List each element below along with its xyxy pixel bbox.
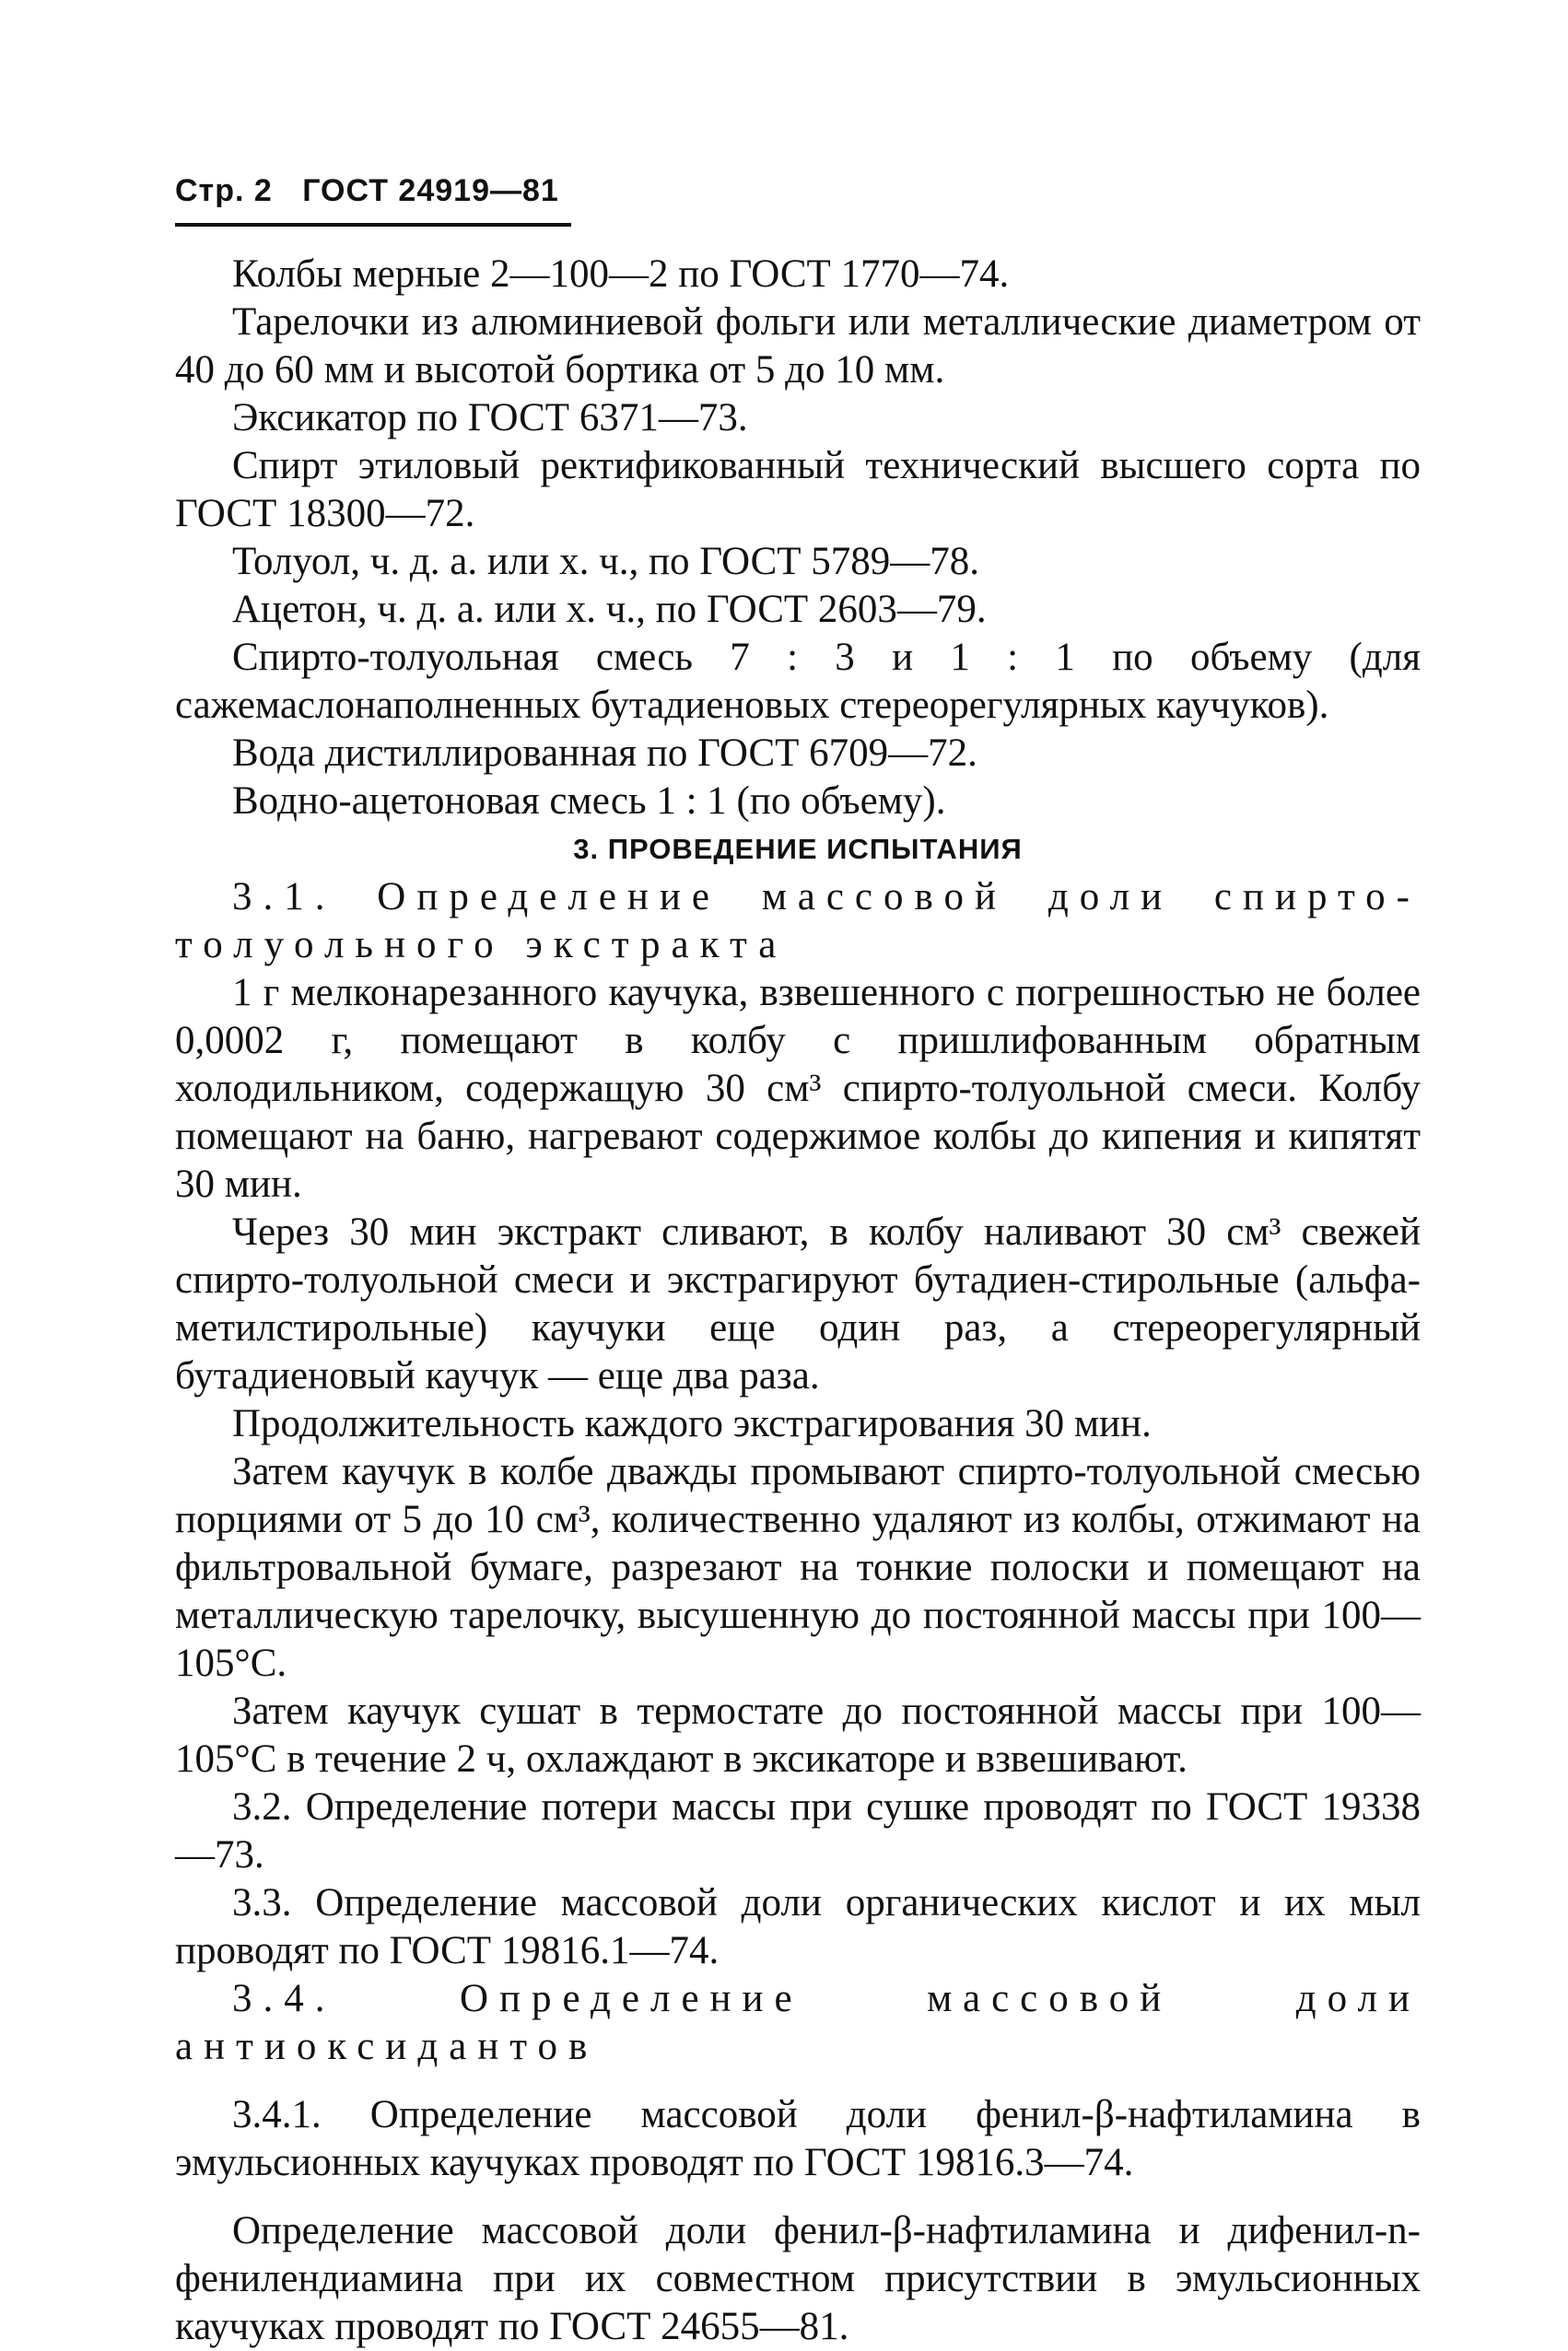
paragraph: Спирт этиловый ректификованный технический высшего сорта по ГОСТ 18300—72. bbox=[175, 444, 1421, 535]
paragraph: Колбы мерные 2—100—2 по ГОСТ 1770—74. bbox=[232, 252, 1010, 296]
paragraph: Через 30 мин экстракт сливают, в колбу наливают 30 см³ свежей спирто-толуольной смеси и экстрагируют бутадиен-стирольные (альфа-метилстирольные) каучуки еще один раз, а стереорегулярный бутадиеновый каучук — еще два раза. bbox=[175, 1211, 1421, 1398]
paragraph: Эксикатор по ГОСТ 6371—73. bbox=[232, 396, 748, 439]
subsection-title: 3.4. Определение массовой доли антиоксидантов bbox=[175, 1977, 1421, 2068]
paragraph: 3.2. Определение потери массы при сушке проводят по ГОСТ 19338—73. bbox=[175, 1785, 1421, 1877]
paragraph: Определение массовой доли фенил-β-нафтиламина и дифенил-n-фенилендиамина при их совместном присутствии в эмульсионных каучуках проводят по ГОСТ 24655—81. bbox=[175, 2209, 1421, 2348]
paragraph: Спирто-толуольная смесь 7 : 3 и 1 : 1 по объему (для сажемаслонаполненных бутадиеновых стереорегулярных каучуков). bbox=[175, 636, 1421, 727]
paragraph: Ацетон, ч. д. а. или х. ч., по ГОСТ 2603—79. bbox=[232, 588, 987, 631]
paragraph: Затем каучук сушат в термостате до постоянной массы при 100—105°С в течение 2 ч, охлаждают в эксикаторе и взвешивают. bbox=[175, 1690, 1421, 1781]
paragraph: Затем каучук в колбе дважды промывают спирто-толуольной смесью порциями от 5 до 10 см³, количественно удаляют из колбы, отжимают на фильтровальной бумаге, разрезают на тонкие полоски и помещают на металлическую тарелочку, высушенную до постоянной массы при 100—105°С. bbox=[175, 1450, 1421, 1685]
paragraph: 3.3. Определение массовой доли органических кислот и их мыл проводят по ГОСТ 19816.1—74. bbox=[175, 1881, 1421, 1972]
page-header bbox=[175, 173, 579, 209]
standard-number: ГОСТ 24919—81 bbox=[302, 173, 559, 208]
document-body bbox=[175, 251, 1421, 2351]
paragraph: Толуол, ч. д. а. или х. ч., по ГОСТ 5789—78. bbox=[232, 540, 980, 583]
paragraph: Водно-ацетоновая смесь 1 : 1 (по объему). bbox=[232, 779, 946, 823]
paragraph: Тарелочки из алюминиевой фольги или металлические диаметром от 40 до 60 мм и высотой бортика от 5 до 10 мм. bbox=[175, 300, 1421, 392]
section-title: 3. ПРОВЕДЕНИЕ ИСПЫТАНИЯ bbox=[573, 833, 1023, 865]
paragraph: Продолжительность каждого экстрагирования 30 мин. bbox=[232, 1402, 1152, 1445]
header-rule bbox=[175, 223, 571, 227]
paragraph: 3.4.1. Определение массовой доли фенил-β-нафтиламина в эмульсионных каучуках проводят по ГОСТ 19816.3—74. bbox=[175, 2093, 1421, 2184]
subsection-title: 3.1. Определение массовой доли спирто-толуольного экстракта bbox=[175, 875, 1421, 966]
page-number: Стр. 2 bbox=[175, 173, 273, 208]
paragraph: Вода дистиллированная по ГОСТ 6709—72. bbox=[232, 731, 977, 775]
paragraph: 1 г мелконарезанного каучука, взвешенного с погрешностью не более 0,0002 г, помещают в колбу с пришлифованным обратным холодильником, содержащую 30 см³ спирто-толуольной смеси. Колбу помещают на баню, нагревают содержимое колбы до кипения и кипятят 30 мин. bbox=[175, 971, 1421, 1206]
